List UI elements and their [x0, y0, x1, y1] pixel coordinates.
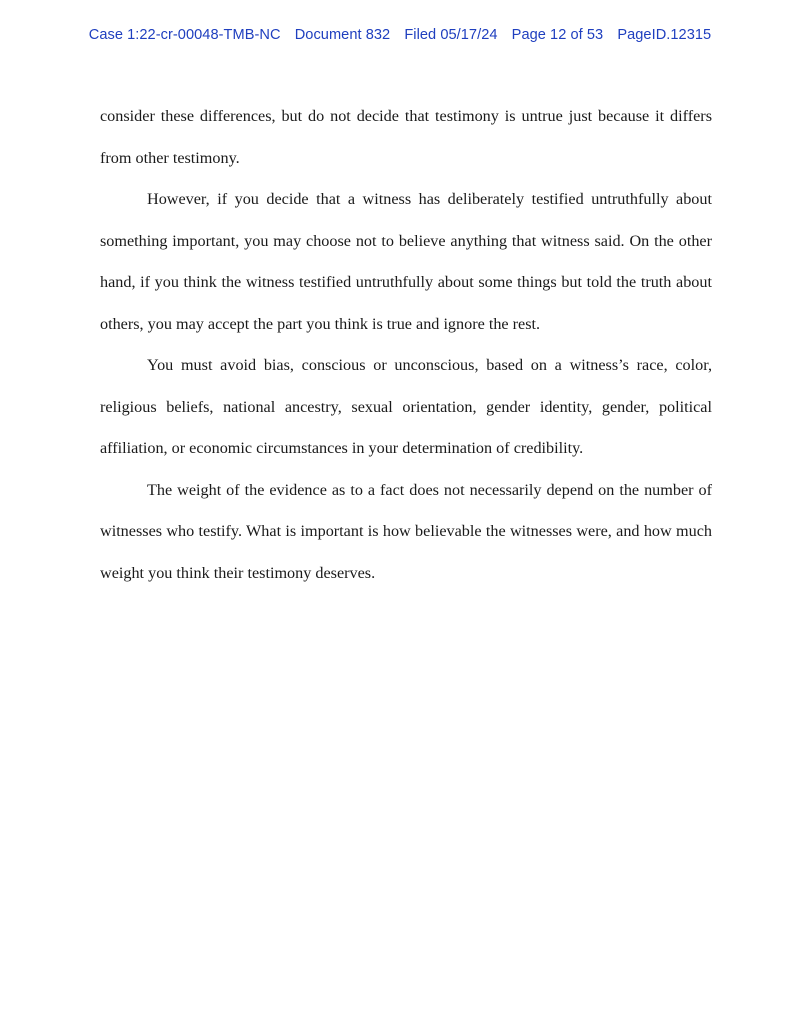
page-count: Page 12 of 53: [511, 27, 604, 43]
case-number: Case 1:22-cr-00048-TMB-NC: [88, 27, 281, 43]
filed-date: Filed 05/17/24: [404, 27, 498, 43]
ecf-header-stamp: [0, 27, 800, 43]
body-text: [100, 96, 712, 594]
page-id: PageID.12315: [617, 27, 712, 43]
paragraph: However, if you decide that a witness has deliberately testified untruthfully about something important, you may choose not to believe anything that witness said. On the other hand, if you think the witness testified untruthfully about some things but told the truth about others, you may accept the part you think is true and ignore the rest.: [100, 190, 712, 333]
paragraph-continuation: consider these differences, but do not decide that testimony is untrue just because it differs from other testimony.: [100, 107, 712, 167]
document-number: Document 832: [294, 27, 391, 43]
paragraph: The weight of the evidence as to a fact does not necessarily depend on the number of witnesses who testify. What is important is how believable the witnesses were, and how much weight you think their testimony deserves.: [100, 480, 712, 582]
paragraph: You must avoid bias, conscious or unconscious, based on a witness’s race, color, religious beliefs, national ancestry, sexual orientation, gender identity, gender, political affiliation, or economic circumstances in your determination of credibility.: [100, 356, 712, 457]
